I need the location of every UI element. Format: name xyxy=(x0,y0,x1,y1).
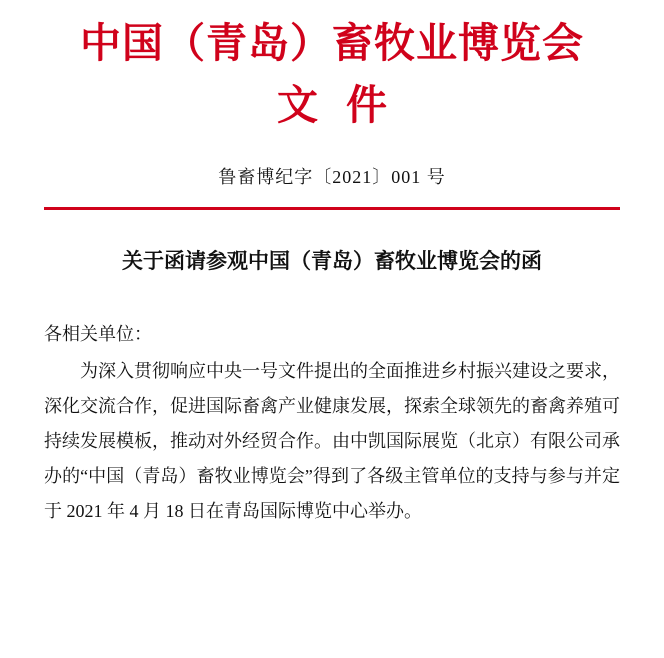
document-salutation: 各相关单位： xyxy=(44,324,152,345)
document-masthead xyxy=(44,0,620,137)
document-number: 鲁畜博纪字〔2021〕001 号 xyxy=(218,166,446,187)
document-paragraph: 为深入贯彻响应中央一号文件提出的全面推进乡村振兴建设之要求，深化交流合作，促进国际畜禽产业健康发展，探索全球领先的畜禽养殖可持续发展模板，推动对外经贸合作。由中凯国际展览（北京）有限公司承办的“中国（青岛）畜牧业博览会”得到了各级主管单位的支持与参与并定于 2021 年 4 月 18 日在青岛国际博览中心举办。 xyxy=(44,360,620,521)
masthead-title-line2: 文件 xyxy=(277,82,415,129)
masthead-title-line1: 中国（青岛）畜牧业博览会 xyxy=(80,20,584,66)
red-divider-rule xyxy=(44,207,620,210)
document-title: 关于函请参观中国（青岛）畜牧业博览会的函 xyxy=(122,248,542,273)
